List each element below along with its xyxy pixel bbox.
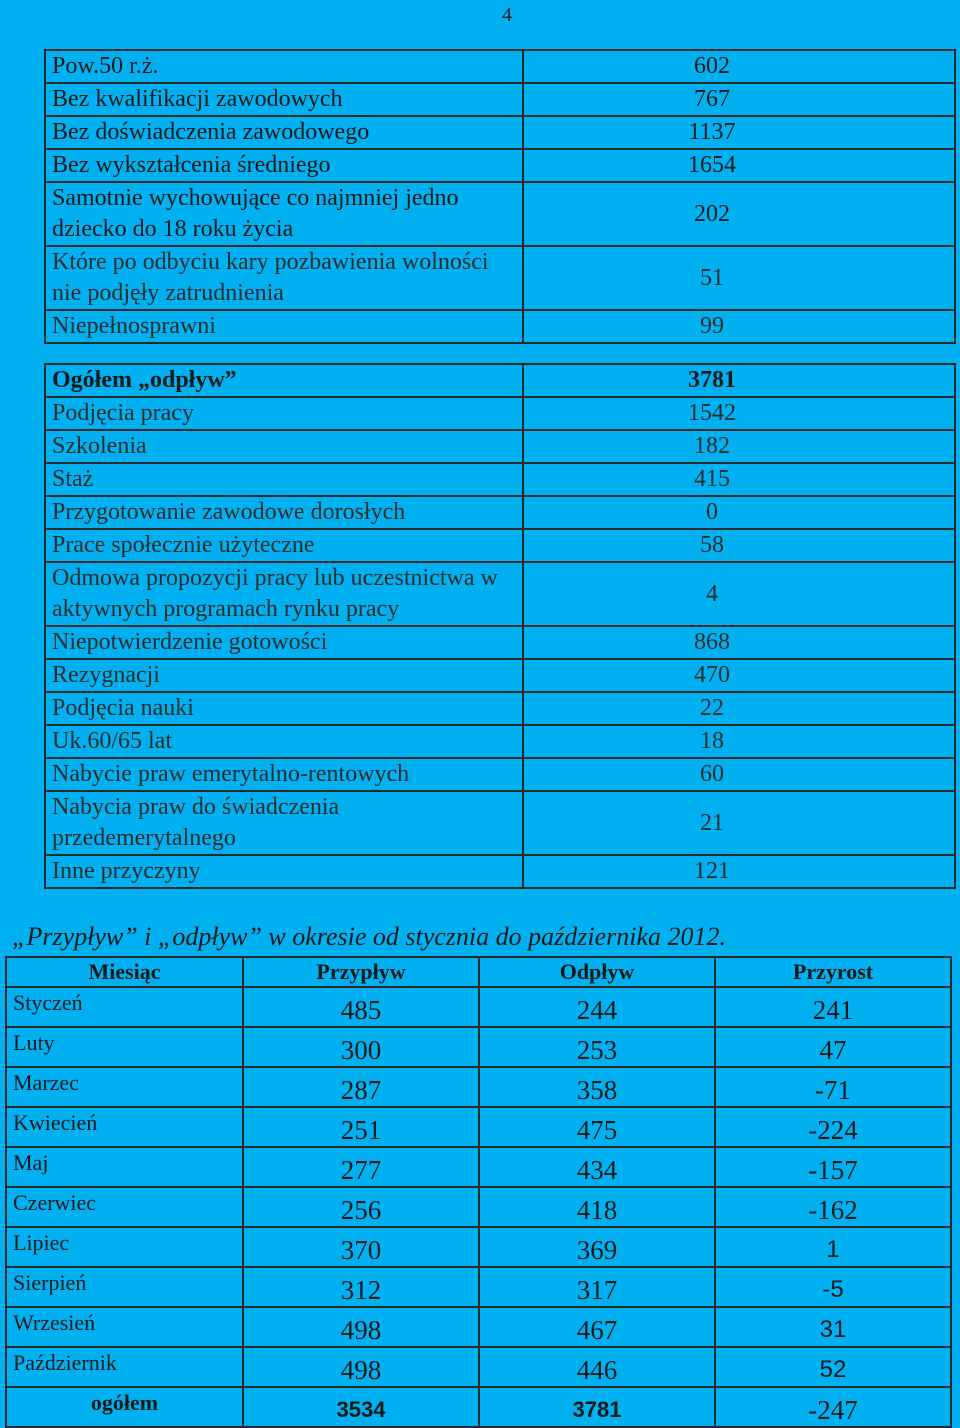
table-row xyxy=(45,529,955,562)
month-cell: Maj xyxy=(6,1147,243,1187)
month-cell: Luty xyxy=(6,1027,243,1067)
table-row xyxy=(45,397,955,430)
month-cell: Kwiecień xyxy=(6,1107,243,1147)
row-label: Samotnie wychowujące co najmniej jedno dziecko do 18 roku życia xyxy=(45,182,523,246)
row-value: 121 xyxy=(523,855,955,888)
section-title: „Przypływ” i „odpływ” w okresie od stycznia do października 2012. xyxy=(12,922,727,951)
table-row xyxy=(45,692,955,725)
growth-cell: -157 xyxy=(715,1147,951,1187)
table-row xyxy=(45,116,955,149)
outflow-cell: 253 xyxy=(479,1027,715,1067)
row-label: Odmowa propozycji pracy lub uczestnictwa w aktywnych programach rynku pracy xyxy=(45,562,523,626)
row-label: Pow.50 r.ż. xyxy=(45,50,523,83)
growth-cell: -5 xyxy=(715,1267,951,1307)
outflow-cell: 3781 xyxy=(479,1387,715,1427)
row-label: Nabycia praw do świadczenia przedemerytalnego xyxy=(45,791,523,855)
table-row xyxy=(6,1027,951,1067)
table-row xyxy=(45,758,955,791)
table-row xyxy=(6,1227,951,1267)
monthly-table xyxy=(5,956,952,1428)
table-row xyxy=(6,1067,951,1107)
month-cell: Marzec xyxy=(6,1067,243,1107)
row-label: Bez wykształcenia średniego xyxy=(45,149,523,182)
outflow-cell: 467 xyxy=(479,1307,715,1347)
page-number: 4 xyxy=(502,4,512,26)
inflow-cell: 287 xyxy=(243,1067,479,1107)
table-row xyxy=(45,562,955,626)
row-value: 868 xyxy=(523,626,955,659)
month-cell: ogółem xyxy=(6,1387,243,1427)
month-cell: Styczeń xyxy=(6,987,243,1027)
inflow-cell: 485 xyxy=(243,987,479,1027)
row-value: 415 xyxy=(523,463,955,496)
row-value: 202 xyxy=(523,182,955,246)
row-label: Niepełnosprawni xyxy=(45,310,523,343)
month-cell: Czerwiec xyxy=(6,1187,243,1227)
table-row xyxy=(45,463,955,496)
row-value: 58 xyxy=(523,529,955,562)
row-value: 470 xyxy=(523,659,955,692)
row-value: 182 xyxy=(523,430,955,463)
outflow-cell: 434 xyxy=(479,1147,715,1187)
row-label: Przygotowanie zawodowe dorosłych xyxy=(45,496,523,529)
row-label: Niepotwierdzenie gotowości xyxy=(45,626,523,659)
inflow-cell: 498 xyxy=(243,1347,479,1387)
month-cell: Wrzesień xyxy=(6,1307,243,1347)
column-header: Miesiąc xyxy=(6,957,243,987)
outflow-cell: 418 xyxy=(479,1187,715,1227)
row-label: Nabycie praw emerytalno-rentowych xyxy=(45,758,523,791)
row-label: Które po odbyciu kary pozbawienia wolności nie podjęły zatrudnienia xyxy=(45,246,523,310)
inflow-cell: 312 xyxy=(243,1267,479,1307)
row-value: 18 xyxy=(523,725,955,758)
growth-cell: 52 xyxy=(715,1347,951,1387)
row-label: Rezygnacji xyxy=(45,659,523,692)
row-value: 99 xyxy=(523,310,955,343)
row-value: 767 xyxy=(523,83,955,116)
growth-cell: -247 xyxy=(715,1387,951,1427)
outflow-cell: 475 xyxy=(479,1107,715,1147)
inflow-cell: 370 xyxy=(243,1227,479,1267)
outflow-table xyxy=(44,363,956,889)
column-header: Odpływ xyxy=(479,957,715,987)
inflow-cell: 251 xyxy=(243,1107,479,1147)
row-value: 3781 xyxy=(523,364,955,397)
table-row xyxy=(6,1267,951,1307)
table-row-total xyxy=(45,364,955,397)
table-row xyxy=(6,1107,951,1147)
row-label: Podjęcia nauki xyxy=(45,692,523,725)
table-row xyxy=(45,430,955,463)
outflow-cell: 369 xyxy=(479,1227,715,1267)
row-value: 60 xyxy=(523,758,955,791)
table-row xyxy=(45,855,955,888)
table-row xyxy=(45,310,955,343)
inflow-cell: 498 xyxy=(243,1307,479,1347)
month-cell: Sierpień xyxy=(6,1267,243,1307)
table-row xyxy=(45,182,955,246)
growth-cell: 241 xyxy=(715,987,951,1027)
table-row xyxy=(6,1147,951,1187)
outflow-cell: 317 xyxy=(479,1267,715,1307)
row-label: Staż xyxy=(45,463,523,496)
row-label: Prace społecznie użyteczne xyxy=(45,529,523,562)
table-row xyxy=(45,83,955,116)
outflow-cell: 244 xyxy=(479,987,715,1027)
row-label: Bez kwalifikacji zawodowych xyxy=(45,83,523,116)
table-row xyxy=(45,791,955,855)
month-cell: Październik xyxy=(6,1347,243,1387)
column-header: Przyrost xyxy=(715,957,951,987)
row-label: Ogółem „odpływ” xyxy=(45,364,523,397)
table-row xyxy=(6,1187,951,1227)
inflow-cell: 256 xyxy=(243,1187,479,1227)
row-value: 21 xyxy=(523,791,955,855)
row-value: 1137 xyxy=(523,116,955,149)
table-row-total xyxy=(6,1387,951,1427)
table-row xyxy=(45,626,955,659)
growth-cell: -71 xyxy=(715,1067,951,1107)
row-value: 602 xyxy=(523,50,955,83)
row-value: 1654 xyxy=(523,149,955,182)
row-label: Inne przyczyny xyxy=(45,855,523,888)
growth-cell: 1 xyxy=(715,1227,951,1267)
row-value: 1542 xyxy=(523,397,955,430)
row-label: Szkolenia xyxy=(45,430,523,463)
row-label: Bez doświadczenia zawodowego xyxy=(45,116,523,149)
inflow-cell: 277 xyxy=(243,1147,479,1187)
outflow-cell: 446 xyxy=(479,1347,715,1387)
growth-cell: -224 xyxy=(715,1107,951,1147)
table-row xyxy=(45,659,955,692)
month-cell: Lipiec xyxy=(6,1227,243,1267)
row-label: Uk.60/65 lat xyxy=(45,725,523,758)
table-header-row xyxy=(6,957,951,987)
table-row xyxy=(6,1307,951,1347)
inflow-cell: 300 xyxy=(243,1027,479,1067)
inflow-cell: 3534 xyxy=(243,1387,479,1427)
table-row xyxy=(45,496,955,529)
table-row xyxy=(45,50,955,83)
column-header: Przypływ xyxy=(243,957,479,987)
categories-table xyxy=(44,49,956,344)
table-row xyxy=(45,725,955,758)
row-value: 4 xyxy=(523,562,955,626)
row-value: 51 xyxy=(523,246,955,310)
row-value: 0 xyxy=(523,496,955,529)
row-label: Podjęcia pracy xyxy=(45,397,523,430)
growth-cell: -162 xyxy=(715,1187,951,1227)
row-value: 22 xyxy=(523,692,955,725)
outflow-cell: 358 xyxy=(479,1067,715,1107)
growth-cell: 31 xyxy=(715,1307,951,1347)
table-row xyxy=(45,246,955,310)
table-row xyxy=(45,149,955,182)
table-row xyxy=(6,987,951,1027)
growth-cell: 47 xyxy=(715,1027,951,1067)
table-row xyxy=(6,1347,951,1387)
